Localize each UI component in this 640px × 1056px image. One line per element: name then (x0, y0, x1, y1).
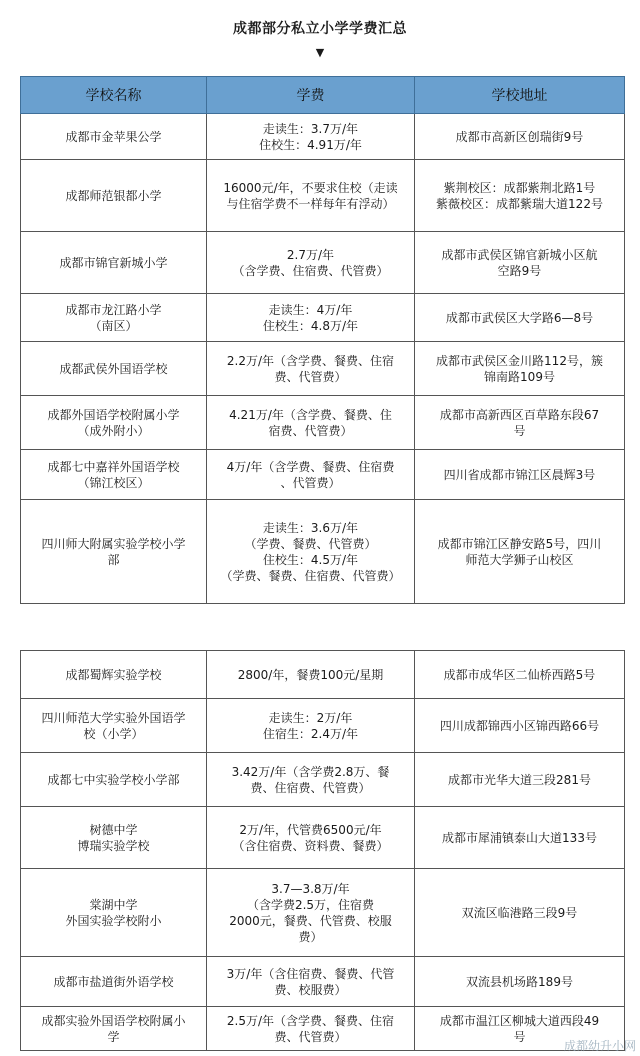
page-break (0, 630, 640, 650)
address-cell-line: 紫薇校区：成都紫瑞大道122号 (436, 196, 603, 211)
fee-cell-line: 费、代管费） (274, 369, 347, 384)
address-cell (415, 294, 625, 342)
fee-cell-line: 、代管费） (280, 475, 341, 490)
school-name-cell-line: 棠湖中学 (89, 897, 138, 912)
fee-cell-line: 3.7—3.8万/年 (271, 881, 350, 896)
table-row (21, 396, 625, 450)
address-cell-line: 成都市武侯区锦官新城小区航 (441, 247, 598, 262)
address-cell (415, 500, 625, 604)
fee-cell-line: 走读生：3.7万/年 (262, 121, 359, 136)
table-row (21, 753, 625, 807)
school-name-cell-line: 部 (107, 552, 120, 567)
fee-cell (207, 294, 415, 342)
school-name-cell-line: 外国实验学校附小 (65, 913, 162, 928)
fee-cell (207, 651, 415, 699)
school-name-cell (21, 294, 207, 342)
school-name-cell (21, 342, 207, 396)
table-row (21, 807, 625, 869)
school-name-cell-line: 四川师范大学实验外国语学 (41, 710, 186, 725)
address-cell-line: 双流区临港路三段9号 (461, 905, 578, 920)
fee-cell (207, 1007, 415, 1051)
fee-cell-line: 2.2万/年（含学费、餐费、住宿 (226, 353, 395, 368)
fee-cell-line: 费） (298, 929, 323, 944)
school-name-cell (21, 807, 207, 869)
fee-cell-line: 走读生：4万/年 (268, 302, 353, 317)
address-cell (415, 957, 625, 1007)
table-row (21, 1007, 625, 1051)
table-row (21, 232, 625, 294)
fee-cell-line: 住校生：4.8万/年 (262, 318, 359, 333)
address-cell (415, 869, 625, 957)
address-cell-line: 成都市武侯区大学路6—8号 (445, 310, 594, 325)
school-name-cell-line: 博瑞实验学校 (77, 838, 150, 853)
address-cell (415, 232, 625, 294)
address-cell-line: 空路9号 (497, 263, 542, 278)
address-cell-line: 号 (513, 423, 526, 438)
address-cell-line: 成都市光华大道三段281号 (448, 772, 591, 787)
school-name-cell (21, 869, 207, 957)
fee-cell (207, 957, 415, 1007)
fee-cell-line: 2.5万/年（含学费、餐费、住宿 (226, 1013, 395, 1028)
table-row (21, 114, 625, 160)
address-cell (415, 450, 625, 500)
school-name-cell-line: （锦江校区） (77, 475, 150, 490)
address-cell (415, 651, 625, 699)
fee-cell-line: 3.42万/年（含学费2.8万、餐 (231, 764, 390, 779)
fees-table-bottom (20, 650, 625, 1051)
school-name-cell-line: 成都蜀辉实验学校 (65, 667, 162, 682)
header-fee: 学费 (207, 77, 415, 114)
school-name-cell-line: 校（小学） (83, 726, 144, 741)
table-row (21, 294, 625, 342)
table-row (21, 699, 625, 753)
school-name-cell-line: 成都七中嘉祥外国语学校 (47, 459, 180, 474)
fee-cell-line: 2800/年，餐费100元/星期 (237, 667, 384, 682)
fee-cell (207, 342, 415, 396)
address-cell-line: 四川成都锦西小区锦西路66号 (439, 718, 600, 733)
school-name-cell (21, 160, 207, 232)
address-cell-line: 四川省成都市锦江区晨辉3号 (443, 467, 596, 482)
table-row (21, 450, 625, 500)
school-name-cell (21, 957, 207, 1007)
fee-cell-line: 4.21万/年（含学费、餐费、住 (229, 407, 392, 422)
fee-cell-line: 3万/年（含住宿费、餐费、代管 (226, 966, 395, 981)
fee-cell (207, 869, 415, 957)
fee-cell (207, 114, 415, 160)
address-cell-line: 号 (513, 1029, 526, 1044)
school-name-cell-line: 成都市龙江路小学 (65, 302, 162, 317)
table-row (21, 342, 625, 396)
address-cell (415, 753, 625, 807)
school-name-cell-line: 成都武侯外国语学校 (59, 361, 168, 376)
school-name-cell (21, 651, 207, 699)
fees-table-top (20, 76, 625, 604)
fee-cell (207, 699, 415, 753)
fee-cell-line: 16000元/年，不要求住校（走读 (223, 180, 398, 195)
fee-cell-line: 住校生：4.91万/年 (259, 137, 362, 152)
school-name-cell (21, 114, 207, 160)
school-name-cell (21, 232, 207, 294)
school-name-cell (21, 699, 207, 753)
fee-cell-line: （含学费、住宿费、代管费） (232, 263, 389, 278)
fee-cell (207, 500, 415, 604)
address-cell-line: 成都市温江区柳城大道西段49 (439, 1013, 600, 1028)
address-cell-line: 成都市犀浦镇泰山大道133号 (442, 830, 597, 845)
school-name-cell-line: 成都市锦官新城小学 (59, 255, 168, 270)
down-arrow-icon: ▼ (315, 46, 325, 59)
address-cell (415, 160, 625, 232)
address-cell (415, 699, 625, 753)
school-name-cell (21, 1007, 207, 1051)
school-name-cell (21, 396, 207, 450)
school-name-cell-line: （成外附小） (77, 423, 150, 438)
address-cell-line: 紫荆校区：成都紫荆北路1号 (443, 180, 596, 195)
address-cell-line: 成都市成华区二仙桥西路5号 (443, 667, 596, 682)
table-row (21, 160, 625, 232)
fee-cell-line: 费、校服费） (274, 982, 347, 997)
fee-cell (207, 160, 415, 232)
school-name-cell-line: （南区） (89, 318, 138, 333)
page-title: 成都部分私立小学学费汇总 (233, 21, 407, 37)
address-cell-line: 成都市高新西区百草路东段67 (439, 407, 600, 422)
fee-cell-line: （含住宿费、资料费、餐费） (232, 838, 389, 853)
fee-cell-line: 2万/年，代管费6500元/年 (239, 822, 382, 837)
address-cell (415, 807, 625, 869)
school-name-cell-line: 成都外国语学校附属小学 (47, 407, 180, 422)
fee-cell (207, 396, 415, 450)
fee-cell-line: （学费、餐费、代管费） (244, 536, 377, 551)
address-cell-line: 锦南路109号 (484, 369, 555, 384)
school-name-cell-line: 成都市盐道街外语学校 (53, 974, 174, 989)
table-row (21, 869, 625, 957)
header-address: 学校地址 (415, 77, 625, 114)
fee-cell (207, 450, 415, 500)
fee-cell (207, 232, 415, 294)
address-cell (415, 396, 625, 450)
address-cell-line: 成都市武侯区金川路112号，簇 (436, 353, 603, 368)
fee-cell-line: 4万/年（含学费、餐费、住宿费 (226, 459, 395, 474)
fee-cell-line: 住校生：4.5万/年 (262, 552, 359, 567)
fee-cell-line: 走读生：3.6万/年 (262, 520, 359, 535)
watermark: 成都幼升小网 (563, 1039, 636, 1053)
school-name-cell (21, 500, 207, 604)
school-name-cell-line: 树德中学 (89, 822, 138, 837)
school-name-cell-line: 成都实验外国语学校附属小 (41, 1013, 186, 1028)
header-school-name: 学校名称 (21, 77, 207, 114)
fee-cell-line: 2000元，餐费、代管费、校服 (229, 913, 392, 928)
address-cell-line: 成都市高新区创瑞街9号 (455, 129, 584, 144)
school-name-cell-line: 成都七中实验学校小学部 (47, 772, 180, 787)
fee-cell (207, 807, 415, 869)
address-cell (415, 342, 625, 396)
address-cell-line: 双流县机场路189号 (466, 974, 573, 989)
fee-cell-line: （含学费2.5万，住宿费 (246, 897, 375, 912)
school-name-cell-line: 四川师大附属实验学校小学 (41, 536, 186, 551)
fee-cell-line: 2.7万/年 (286, 247, 335, 262)
fee-cell-line: 费、住宿费、代管费） (250, 780, 371, 795)
fee-cell-line: 与住宿学费不一样每年有浮动） (226, 196, 395, 211)
fee-cell-line: 宿费、代管费） (268, 423, 353, 438)
address-cell-line: 成都市锦江区静安路5号，四川 (437, 536, 602, 551)
school-name-cell-line: 成都师范银都小学 (65, 188, 162, 203)
school-name-cell (21, 753, 207, 807)
fee-cell-line: 费、代管费） (274, 1029, 347, 1044)
fee-cell-line: （学费、餐费、住宿费、代管费） (220, 568, 401, 583)
table-row (21, 500, 625, 604)
table-row (21, 651, 625, 699)
table-header-row (21, 77, 625, 114)
fee-cell (207, 753, 415, 807)
table-row (21, 957, 625, 1007)
address-cell (415, 114, 625, 160)
school-name-cell (21, 450, 207, 500)
address-cell-line: 师范大学狮子山校区 (465, 552, 574, 567)
fee-cell-line: 住宿生：2.4万/年 (262, 726, 359, 741)
school-name-cell-line: 成都市金苹果公学 (65, 129, 162, 144)
fee-cell-line: 走读生：2万/年 (268, 710, 353, 725)
school-name-cell-line: 学 (107, 1029, 120, 1044)
